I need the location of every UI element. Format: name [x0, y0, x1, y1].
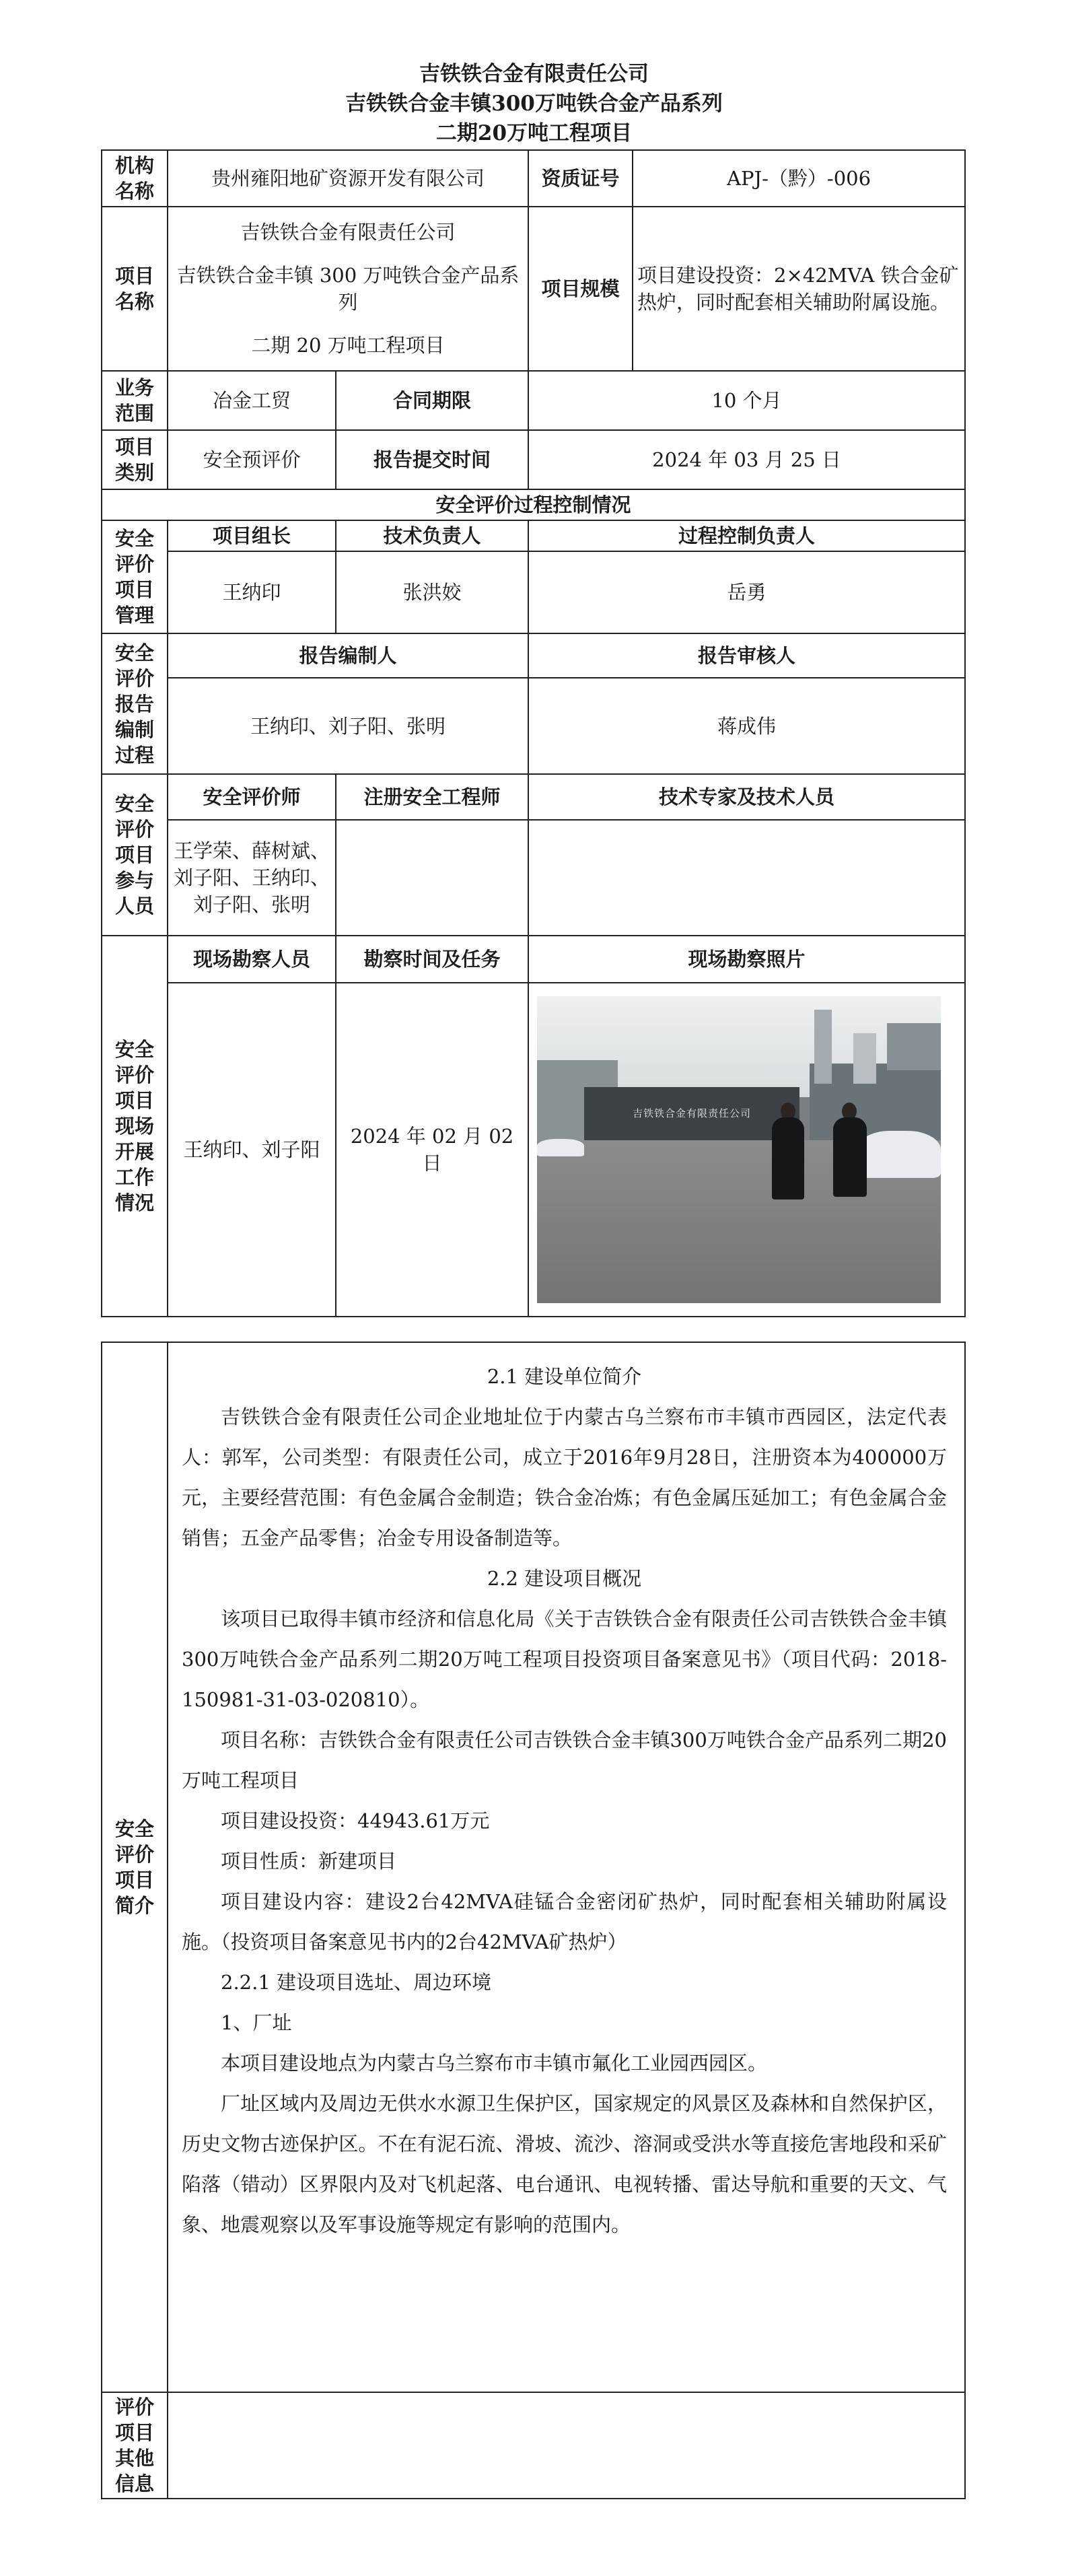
expert-value	[528, 820, 965, 936]
org-label: 机构名称	[102, 150, 168, 207]
cert-label: 资质证号	[528, 150, 633, 207]
project-name-paragraph: 项目名称：吉铁铁合金有限责任公司吉铁铁合金丰镇300万吨铁合金产品系列二期20万吨工程项目	[182, 1729, 947, 1792]
business-scope-value: 冶金工贸	[168, 371, 336, 430]
site-heading: 1、厂址	[221, 2011, 292, 2034]
process-control-header: 过程控制负责人	[528, 520, 965, 551]
contract-period-value: 10 个月	[528, 371, 965, 430]
section-2-2-heading: 2.2 建设项目概况	[487, 1567, 642, 1590]
project-management-label: 安全评价项目管理	[102, 520, 168, 633]
project-scale-value: 项目建设投资：2×42MVA 铁合金矿热炉，同时配套相关辅助附属设施。	[633, 207, 965, 371]
project-category-value: 安全预评价	[168, 430, 336, 489]
environment-paragraph: 厂址区域内及周边无供水水源卫生保护区，国家规定的风景区及森林和自然保护区，历史文物古迹保护区。不在有泥石流、滑坡、流沙、溶洞或受洪水等直接危害地段和采矿陷落（错动）区界限内及对飞机起落、电台通讯、电视转播、雷达导航和重要的天文、气象、地震观察以及军事设施等规定有影响的范围内。	[182, 2092, 947, 2236]
safety-engineer-header: 注册安全工程师	[336, 774, 528, 820]
photo-person-2	[833, 1117, 867, 1197]
project-scale-label: 项目规模	[528, 207, 633, 371]
process-control-value: 岳勇	[528, 551, 965, 633]
leader-header: 项目组长	[168, 520, 336, 551]
tech-lead-value: 张洪姣	[336, 551, 528, 633]
photo-structure	[887, 1023, 941, 1070]
location-paragraph: 本项目建设地点为内蒙古乌兰察布市丰镇市氟化工业园西园区。	[221, 2052, 768, 2075]
report-reviewer-header: 报告审核人	[528, 633, 965, 678]
tech-lead-header: 技术负责人	[336, 520, 528, 551]
project-category-label: 项目类别	[102, 430, 168, 489]
evaluator-value: 王学荣、薛树斌、刘子阳、王纳印、刘子阳、张明	[168, 820, 336, 936]
summary-label: 安全评价项目简介	[102, 1342, 168, 2392]
site-staff-header: 现场勘察人员	[168, 936, 336, 983]
document-title	[0, 59, 1068, 148]
report-compiler-value: 王纳印、刘子阳、张明	[168, 678, 528, 774]
report-compiler-header: 报告编制人	[168, 633, 528, 678]
cert-value: APJ-（黔）-006	[633, 150, 965, 207]
title-line-3: 二期20万吨工程项目	[435, 121, 633, 145]
other-info-value	[168, 2392, 965, 2499]
project-name-line-1: 吉铁铁合金有限责任公司	[240, 221, 456, 244]
section-2-2-1-heading: 2.2.1 建设项目选址、周边环境	[221, 1971, 492, 1994]
submit-time-label: 报告提交时间	[336, 430, 528, 489]
filing-paragraph: 该项目已取得丰镇市经济和信息化局《关于吉铁铁合金有限责任公司吉铁铁合金丰镇300万吨铁合金产品系列二期20万吨工程项目投资项目备案意见书》（项目代码：2018-150981-31-03-020810）。	[182, 1607, 947, 1711]
title-line-1: 吉铁铁合金有限责任公司	[419, 62, 649, 86]
site-time-value: 2024 年 02 月 02 日	[336, 983, 528, 1317]
evaluator-header: 安全评价师	[168, 774, 336, 820]
investment-paragraph: 项目建设投资：44943.61万元	[221, 1809, 490, 1832]
expert-header: 技术专家及技术人员	[528, 774, 965, 820]
leader-value: 王纳印	[168, 551, 336, 633]
project-name-line-2: 吉铁铁合金丰镇 300 万吨铁合金产品系列	[176, 264, 520, 314]
org-value: 贵州雍阳地矿资源开发有限公司	[168, 150, 528, 207]
site-photo-header: 现场勘察照片	[528, 936, 965, 983]
safety-engineer-value	[336, 820, 528, 936]
section-2-1-heading: 2.1 建设单位简介	[487, 1365, 642, 1388]
report-reviewer-value: 蒋成伟	[528, 678, 965, 774]
photo-snow-left	[537, 1139, 584, 1156]
contract-period-label: 合同期限	[336, 371, 528, 430]
photo-tower	[853, 1033, 876, 1084]
project-name-line-3: 二期 20 万吨工程项目	[251, 334, 445, 357]
project-name-label: 项目名称	[102, 207, 168, 371]
company-intro-paragraph: 吉铁铁合金有限责任公司企业地址位于内蒙古乌兰察布市丰镇市西园区，法定代表人：郭军，公司类型：有限责任公司，成立于2016年9月28日，注册资本为400000万元，主要经营范围：有色金属合金制造；铁合金冶炼；有色金属压延加工；有色金属合金销售；五金产品零售；冶金专用设备制造等。	[182, 1405, 947, 1550]
other-info-label: 评价项目其他信息	[102, 2392, 168, 2499]
business-scope-label: 业务范围	[102, 371, 168, 430]
process-heading: 安全评价过程控制情况	[102, 489, 965, 520]
site-photo-cell	[528, 983, 965, 1317]
info-table	[101, 149, 966, 1317]
title-line-2: 吉铁铁合金丰镇300万吨铁合金产品系列	[345, 92, 723, 116]
project-name-value	[168, 207, 528, 371]
photo-gate-sign: 吉铁铁合金有限责任公司	[633, 1107, 752, 1119]
staff-label: 安全评价项目参与人员	[102, 774, 168, 936]
photo-snow-pile	[857, 1131, 941, 1178]
photo-person-1	[772, 1117, 804, 1199]
site-time-header: 勘察时间及任务	[336, 936, 528, 983]
photo-chimney	[814, 1010, 832, 1084]
site-staff-value: 王纳印、刘子阳	[168, 983, 336, 1317]
summary-table	[101, 1342, 966, 2499]
report-compilation-label: 安全评价报告编制过程	[102, 633, 168, 774]
summary-content	[168, 1342, 965, 2392]
submit-time-value: 2024 年 03 月 25 日	[528, 430, 965, 489]
content-paragraph: 项目建设内容：建设2台42MVA硅锰合金密闭矿热炉，同时配套相关辅助附属设施。（投资项目备案意见书内的2台42MVA矿热炉）	[182, 1890, 947, 1953]
site-work-label: 安全评价项目现场开展工作情况	[102, 936, 168, 1317]
site-photo	[537, 996, 941, 1303]
nature-paragraph: 项目性质：新建项目	[221, 1850, 397, 1873]
